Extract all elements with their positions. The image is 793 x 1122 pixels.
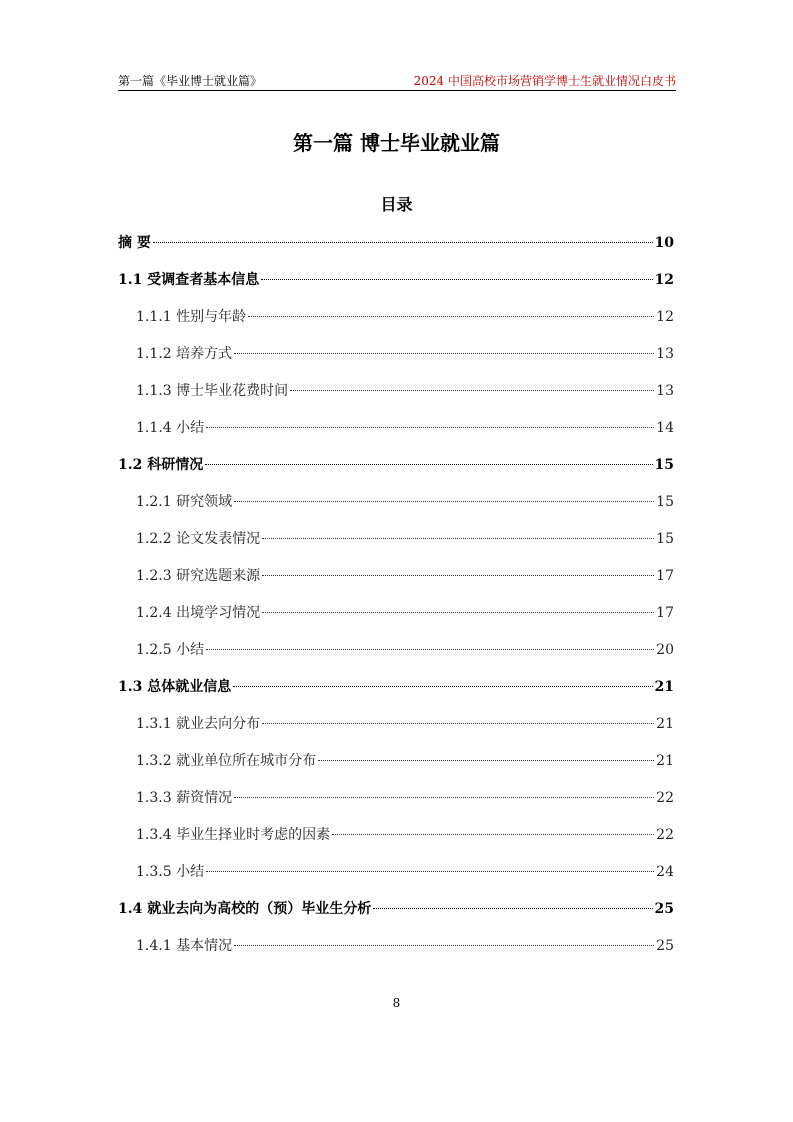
running-header	[118, 72, 676, 91]
toc-dot-leader	[205, 464, 652, 465]
toc-entry-page-number: 21	[656, 753, 674, 769]
header-report-title: 2024 中国高校市场营销学博士生就业情况白皮书	[413, 74, 676, 88]
toc-entry-section[interactable]	[118, 342, 674, 379]
header-part-title: 第一篇《毕业博士就业篇》	[118, 74, 263, 88]
toc-entry-page-number: 25	[654, 901, 674, 917]
toc-entry-section[interactable]	[118, 786, 674, 823]
toc-entry-page-number: 24	[656, 864, 674, 880]
toc-entry-label: 1.3 总体就业信息	[118, 679, 232, 695]
toc-entry-label: 1.1.1 性别与年龄	[136, 309, 247, 325]
toc-entry-label: 1.3.1 就业去向分布	[136, 716, 261, 732]
toc-entry-label: 1.2.5 小结	[136, 642, 205, 658]
toc-entry-page-number: 15	[656, 531, 674, 547]
toc-dot-leader	[373, 908, 652, 909]
toc-dot-leader	[332, 834, 654, 835]
part-title: 第一篇 博士毕业就业篇	[293, 131, 500, 155]
toc-dot-leader	[234, 501, 654, 502]
toc-entry-label: 1.2 科研情况	[118, 457, 204, 473]
toc-dot-leader	[234, 945, 654, 946]
toc-dot-leader	[262, 538, 654, 539]
toc-entry-label: 1.1.4 小结	[136, 420, 205, 436]
toc-entry-section[interactable]	[118, 564, 674, 601]
toc-entry-label: 1.2.2 论文发表情况	[136, 531, 261, 547]
toc-dot-leader	[206, 649, 654, 650]
toc-entry-chapter[interactable]	[118, 675, 674, 712]
toc-entry-label: 1.1.3 博士毕业花费时间	[136, 383, 289, 399]
toc-dot-leader	[234, 353, 654, 354]
toc-entry-page-number: 10	[654, 235, 674, 251]
toc-entry-label: 1.4 就业去向为高校的（预）毕业生分析	[118, 901, 372, 917]
toc-entry-section[interactable]	[118, 749, 674, 786]
toc-dot-leader	[206, 427, 654, 428]
toc-entry-label: 1.2.3 研究选题来源	[136, 568, 261, 584]
toc-entry-label: 1.3.4 毕业生择业时考虑的因素	[136, 827, 331, 843]
toc-entry-section[interactable]	[118, 860, 674, 897]
toc-entry-chapter[interactable]	[118, 268, 674, 305]
toc-entry-label: 摘 要	[118, 235, 151, 251]
toc-entry-section[interactable]	[118, 490, 674, 527]
toc-dot-leader	[290, 390, 654, 391]
toc-entry-page-number: 12	[656, 309, 674, 325]
toc-entry-section[interactable]	[118, 601, 674, 638]
toc-entry-section[interactable]	[118, 712, 674, 749]
toc-dot-leader	[248, 316, 654, 317]
toc-entry-section[interactable]	[118, 305, 674, 342]
toc-entry-label: 1.1 受调查者基本信息	[118, 272, 260, 288]
toc-entry-chapter[interactable]	[118, 897, 674, 934]
toc-entry-chapter[interactable]	[118, 453, 674, 490]
toc-entry-label: 1.3.2 就业单位所在城市分布	[136, 753, 317, 769]
toc-entry-page-number: 25	[656, 938, 674, 954]
toc-entry-section[interactable]	[118, 527, 674, 564]
toc-dot-leader	[262, 575, 654, 576]
toc-entry-label: 1.3.5 小结	[136, 864, 205, 880]
toc-entry-chapter[interactable]	[118, 231, 674, 268]
toc-entry-page-number: 13	[656, 346, 674, 362]
toc-entry-label: 1.2.4 出境学习情况	[136, 605, 261, 621]
toc-dot-leader	[206, 871, 654, 872]
toc-entry-label: 1.4.1 基本情况	[136, 938, 233, 954]
toc-entry-page-number: 13	[656, 383, 674, 399]
toc-entry-label: 1.3.3 薪资情况	[136, 790, 233, 806]
toc-entry-section[interactable]	[118, 823, 674, 860]
toc-dot-leader	[234, 797, 654, 798]
toc-dot-leader	[261, 279, 652, 280]
toc-entry-page-number: 14	[656, 420, 674, 436]
toc-entry-page-number: 12	[654, 272, 674, 288]
toc-entry-page-number: 21	[656, 716, 674, 732]
table-of-contents	[118, 231, 674, 971]
toc-entry-page-number: 15	[654, 457, 674, 473]
toc-entry-section[interactable]	[118, 638, 674, 675]
toc-entry-label: 1.1.2 培养方式	[136, 346, 233, 362]
toc-entry-page-number: 17	[656, 568, 674, 584]
toc-dot-leader	[262, 612, 654, 613]
toc-entry-page-number: 15	[656, 494, 674, 510]
toc-entry-page-number: 21	[654, 679, 674, 695]
toc-entry-page-number: 20	[656, 642, 674, 658]
toc-dot-leader	[233, 686, 652, 687]
toc-entry-section[interactable]	[118, 416, 674, 453]
toc-entry-page-number: 22	[656, 790, 674, 806]
toc-dot-leader	[318, 760, 654, 761]
toc-entry-page-number: 17	[656, 605, 674, 621]
toc-dot-leader	[262, 723, 654, 724]
toc-entry-label: 1.2.1 研究领域	[136, 494, 233, 510]
toc-dot-leader	[153, 242, 653, 243]
toc-entry-page-number: 22	[656, 827, 674, 843]
page-number: 8	[392, 996, 401, 1010]
toc-entry-section[interactable]	[118, 379, 674, 416]
toc-entry-section[interactable]	[118, 934, 674, 971]
toc-heading: 目录	[380, 195, 413, 214]
